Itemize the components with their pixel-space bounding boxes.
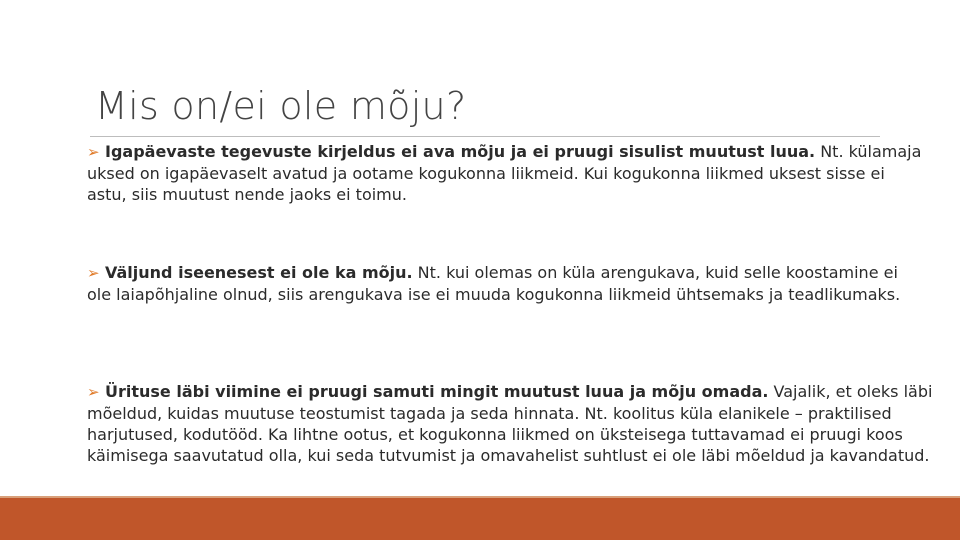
bullet-lead-3: Ürituse läbi viimine ei pruugi samuti mingit muutust luua ja mõju omada. bbox=[105, 382, 769, 401]
title-divider bbox=[90, 136, 880, 137]
bullet-lead-1: Igapäevaste tegevuste kirjeldus ei ava mõju ja ei pruugi sisulist muutust luua. bbox=[105, 142, 816, 161]
slide-title: Mis on/ei ole mõju? bbox=[95, 84, 467, 128]
arrowhead-bullet-icon: ➢ bbox=[87, 383, 100, 401]
bullet-item-2 bbox=[80, 262, 917, 305]
footer-band bbox=[0, 498, 960, 540]
bullet-item-3 bbox=[80, 381, 937, 466]
arrowhead-bullet-icon: ➢ bbox=[87, 143, 100, 161]
arrowhead-bullet-icon: ➢ bbox=[87, 264, 100, 282]
bullet-item-1 bbox=[80, 141, 927, 205]
bullet-text-3: Vajalik, et oleks läbi mõeldud, kuidas muutuse teostumist tagada ja seda hinnata. Nt. koolitus küla elanikele – praktilised harjutused, kodutööd. Ka lihtne ootus, et kogukonna liikmed on üksteisega tuttavamad ei pruugi koos käimisega saavutatud olla, kui seda tutvumist ja omavahelist suhtlust ei ole läbi mõeldud ja kavandatud. bbox=[87, 382, 933, 465]
bullet-lead-2: Väljund iseenesest ei ole ka mõju. bbox=[105, 263, 413, 282]
bullet-text-1: Nt. külamaja uksed on igapäevaselt avatud ja ootame kogukonna liikmeid. Kui kogukonna liikmed uksest sisse ei astu, siis muutust nende jaoks ei toimu. bbox=[87, 142, 922, 204]
bullet-text-2: Nt. kui olemas on küla arengukava, kuid selle koostamine ei ole laiapõhjaline olnud, siis arengukava ise ei muuda kogukonna liikmeid ühtsemaks ja teadlikumaks. bbox=[87, 263, 901, 304]
